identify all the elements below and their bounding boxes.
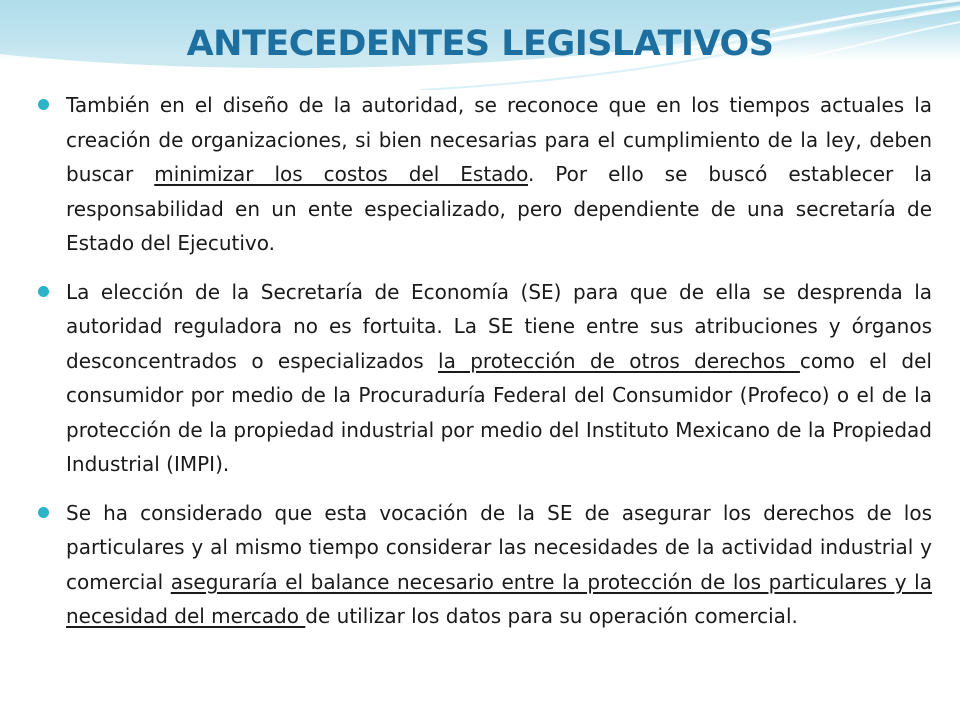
- bullet-text: También en el diseño de la autoridad, se reconoce que en los tiempos actuales la creación de organizaciones, si bien necesarias para el cumplimiento de la ley, deben buscar: [66, 93, 932, 186]
- slide-title: ANTECEDENTES LEGISLATIVOS: [186, 24, 774, 64]
- bullet-underlined-text: aseguraría el balance necesario entre la protección de los particulares y la necesidad del mercado: [66, 569, 932, 628]
- bullet-item: [38, 496, 932, 634]
- bullet-text: Se ha considerado que esta vocación de la SE de asegurar los derechos de los particulares y al mismo tiempo considerar las necesidades de la actividad industrial y comercial: [66, 500, 932, 594]
- bullet-list: [38, 88, 932, 648]
- bullet-dot-icon: [38, 507, 49, 518]
- bullet-text: La elección de la Secretaría de Economía (SE) para que de ella se desprenda la autoridad reguladora no es fortuita. La SE tiene entre sus atribuciones y órganos desconcentrados o especializados: [66, 279, 932, 373]
- bullet-text: como el del consumidor por medio de la Procuraduría Federal del Consumidor (Profeco) o el de la protección de la propiedad industrial por medio del Instituto Mexicano de la Propiedad Industrial (IMPI).: [66, 348, 932, 476]
- bullet-item: [38, 275, 932, 482]
- bullet-underlined-text: minimizar los costos del Estado: [154, 162, 528, 186]
- bullet-dot-icon: [38, 286, 49, 297]
- bullet-text: de utilizar los datos para su operación comercial.: [305, 604, 798, 628]
- bullet-underlined-text: la protección de otros derechos: [438, 348, 800, 373]
- bullet-text: . Por ello se buscó establecer la responsabilidad en un ente especializado, pero dependiente de una secretaría de Estado del Ejecutivo.: [66, 162, 933, 255]
- bullet-dot-icon: [38, 99, 49, 110]
- bullet-item: [38, 88, 932, 261]
